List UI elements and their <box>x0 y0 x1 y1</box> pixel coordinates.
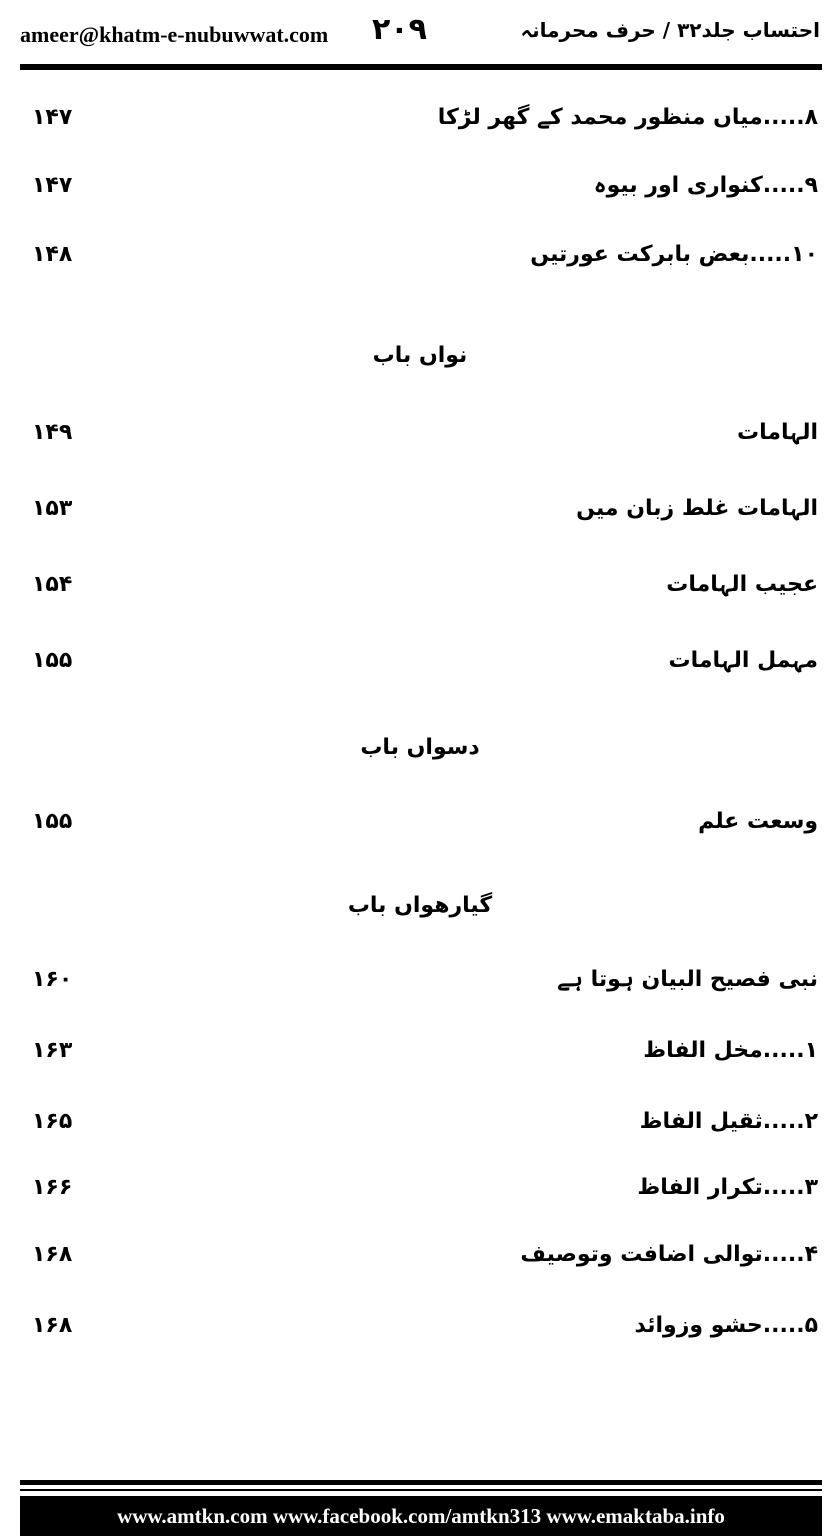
toc-title: الہامات <box>737 420 818 445</box>
toc-page: ۱۴۷ <box>32 173 73 198</box>
toc-title: نبی فصیح البیان ہوتا ہے <box>557 967 818 992</box>
toc-row <box>0 1298 840 1354</box>
toc-row <box>0 90 840 146</box>
toc-row <box>0 794 840 850</box>
header-rule <box>20 64 822 70</box>
toc-page: ۱۵۴ <box>32 572 73 597</box>
book-title: احتساب جلد۳۲ / حرف محرمانہ <box>520 18 820 42</box>
toc-title: وسعت علم <box>698 809 818 834</box>
toc-row <box>0 633 840 689</box>
header-email: ameer@khatm-e-nubuwwat.com <box>20 22 329 47</box>
page-header <box>0 0 840 72</box>
toc-page: ۱۵۵ <box>32 809 73 834</box>
toc-title: عجیب الہامات <box>666 572 818 597</box>
toc-title: ۴.....توالی اضافت وتوصیف <box>520 1242 818 1267</box>
toc-row <box>0 1023 840 1079</box>
toc-title: ۱۰.....بعض بابرکت عورتیں <box>530 242 818 267</box>
chapter-heading: دسواں باب <box>360 735 480 760</box>
toc-title: ۱.....مخل الفاظ <box>643 1038 818 1063</box>
toc-row <box>0 1160 840 1216</box>
chapter-heading: گیارھواں باب <box>347 893 493 918</box>
toc-title: الہامات غلط زبان میں <box>576 496 818 521</box>
chapter-heading: نواں باب <box>372 343 468 368</box>
toc-row <box>0 405 840 461</box>
toc-title: ۲.....ثقیل الفاظ <box>639 1109 818 1134</box>
toc-page: ۱۴۷ <box>32 105 73 130</box>
toc-page: ۱۵۳ <box>32 496 73 521</box>
toc-row <box>0 1227 840 1283</box>
toc-row <box>0 158 840 214</box>
footer-rule <box>20 1480 822 1485</box>
toc-title: ۹.....کنواری اور بیوہ <box>593 173 818 198</box>
toc-page: ۱۶۸ <box>32 1313 73 1338</box>
toc-page: ۱۶۵ <box>32 1109 73 1134</box>
toc-page: ۱۵۵ <box>32 648 73 673</box>
footer-rule-thin <box>20 1489 822 1491</box>
toc-page: ۱۴۹ <box>32 420 73 445</box>
toc-row <box>0 227 840 283</box>
toc-title: ۸.....میاں منظور محمد کے گھر لڑکا <box>437 105 818 130</box>
toc-page: ۱۶۸ <box>32 1242 73 1267</box>
toc-row <box>0 952 840 1008</box>
toc-page: ۱۶۶ <box>32 1175 73 1200</box>
toc-page: ۱۶۳ <box>32 1038 73 1063</box>
toc-row <box>0 1094 840 1150</box>
toc-page: ۱۶۰ <box>32 967 73 992</box>
toc-row <box>0 557 840 613</box>
toc-row <box>0 481 840 537</box>
toc-page: ۱۴۸ <box>32 242 73 267</box>
toc-title: مہمل الہامات <box>668 648 818 673</box>
toc-title: ۵.....حشو وزوائد <box>634 1313 818 1338</box>
page-number: ۲۰۹ <box>372 12 427 47</box>
toc-title: ۳.....تکرار الفاظ <box>637 1175 818 1200</box>
footer-links: www.amtkn.com www.facebook.com/amtkn313 www.emaktaba.info <box>20 1496 822 1536</box>
